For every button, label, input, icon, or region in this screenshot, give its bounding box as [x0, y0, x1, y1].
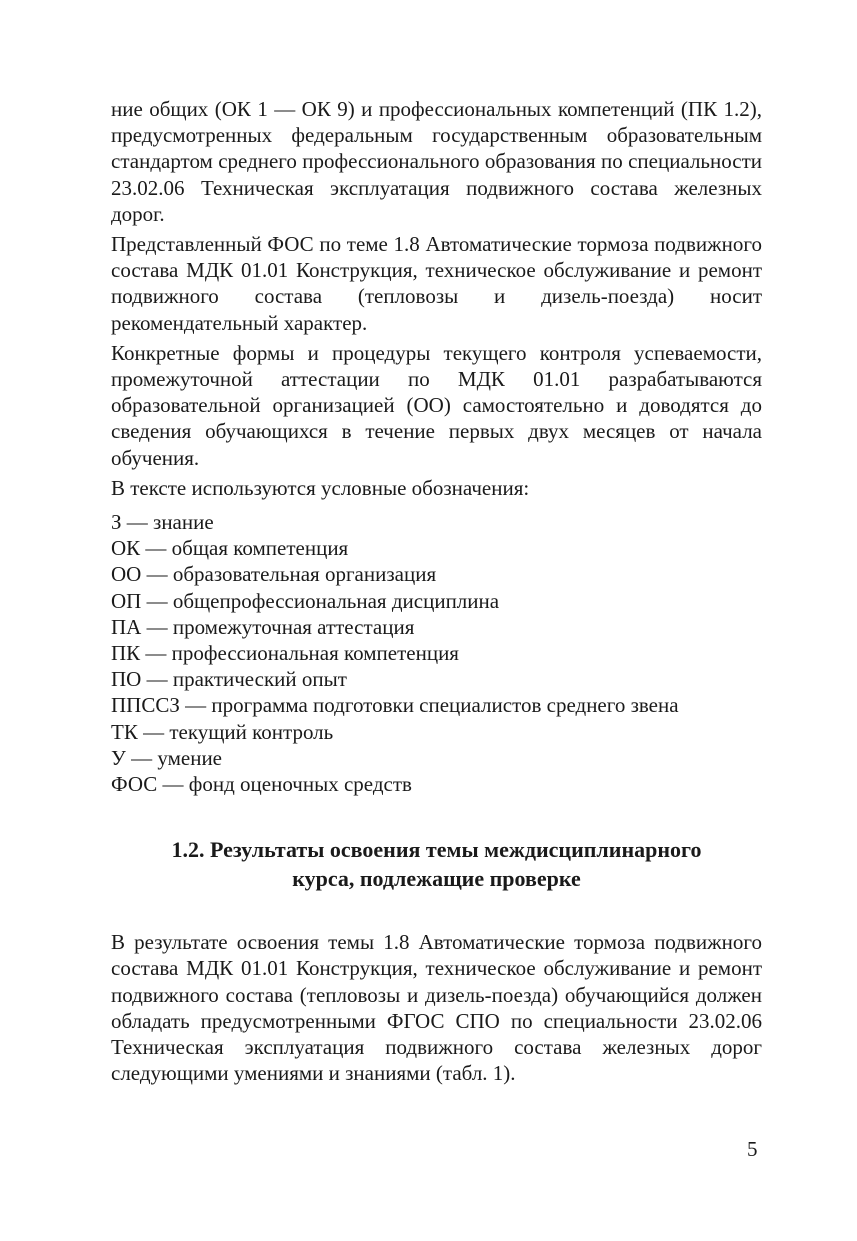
abbreviation-item: ПК — профессиональная компетенция	[111, 641, 459, 666]
paragraph-control-forms-text: Конкретные формы и процедуры текущего контроля успеваемости, промежуточной аттестации по МДК 01.01 разрабатываются образовательной организацией (ОО) самостоятельно и доводятся до сведения обучающихся в течение первых двух месяцев от начала обучения.	[111, 340, 762, 470]
abbreviation-item: З — знание	[111, 510, 214, 535]
paragraph-fos-topic-text: Представленный ФОС по теме 1.8 Автоматические тормоза подвижного состава МДК 01.01 Конструкция, техническое обслуживание и ремонт подвижного состава (тепловозы и дизель-поезда) носит рекомендательный характер.	[111, 232, 762, 335]
abbreviations-intro: В тексте используются условные обозначения:	[111, 475, 530, 500]
page-content	[111, 96, 762, 1091]
paragraph-control-forms	[111, 340, 762, 471]
abbreviation-item: ОО — образовательная организация	[111, 562, 437, 587]
abbreviation-item: ПО — практический опыт	[111, 667, 347, 692]
section-heading	[111, 835, 762, 893]
abbreviation-item: ФОС — фонд оценочных средств	[111, 772, 412, 797]
abbreviation-item: У — умение	[111, 745, 222, 770]
abbreviation-item: ПА — промежуточная аттестация	[111, 614, 415, 639]
abbreviation-item: ОП — общепрофессиональная дисциплина	[111, 588, 500, 613]
abbreviations-list	[111, 509, 762, 797]
page-number: 5	[747, 1137, 758, 1161]
abbreviation-item: ТК — текущий контроль	[111, 719, 334, 744]
section-heading-line-2: курса, подлежащие проверке	[292, 866, 581, 892]
intro-paragraph: ние общих (ОК 1 — ОК 9) и профессиональных компетенций (ПК 1.2), предусмотренных федеральным государственным образовательным стандартом среднего профессионального образования по специальности 23.02.06 Техническая эксплуатация подвижного состава железных дорог.	[111, 97, 762, 226]
section-heading-line-1: 1.2. Результаты освоения темы междисциплинарного	[171, 837, 702, 863]
paragraph-learning-results: В результате освоения темы 1.8 Автоматические тормоза подвижного состава МДК 01.01 Конструкция, техническое обслуживание и ремонт подвижного состава (тепловозы и дизель-поезда) обучающийся должен обладать предусмотренными ФГОС СПО по специальности 23.02.06 Техническая эксплуатация подвижного состава железных дорог следующими умениями и знаниями (табл. 1).	[111, 930, 762, 1086]
paragraph-fos-topic	[111, 231, 762, 336]
abbreviation-item: ППССЗ — программа подготовки специалистов среднего звена	[111, 693, 679, 718]
abbreviation-item: ОК — общая компетенция	[111, 536, 349, 561]
